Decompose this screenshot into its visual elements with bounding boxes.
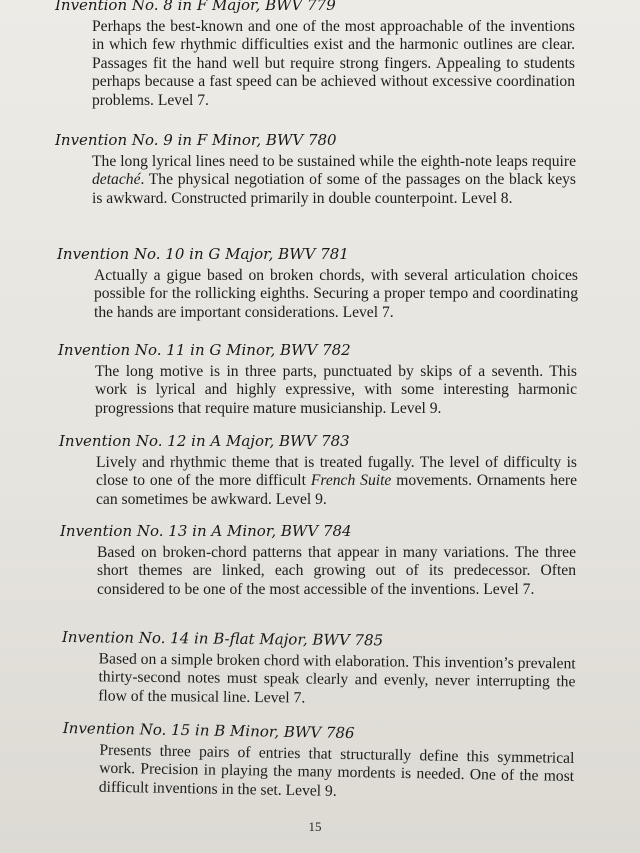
entry-description	[58, 363, 577, 418]
invention-entry-10	[57, 245, 578, 322]
entry-description	[57, 267, 578, 322]
invention-entry-12	[59, 432, 577, 509]
invention-entry-14	[61, 628, 576, 711]
entry-title: Invention No. 8 in F Major, BWV 779	[55, 0, 336, 14]
invention-entry-13	[60, 522, 576, 599]
invention-entry-9	[55, 131, 576, 208]
entry-description	[55, 18, 575, 110]
description-text: Actually a gigue based on broken chords, with several articulation choices possible for the rollicking eighths. Securing a proper tempo and coordinating the hands are important considerations. Level 7.	[94, 267, 578, 321]
invention-entry-11	[58, 341, 577, 418]
description-text: Lively and rhythmic theme that is treated fugally. The level of difficulty is close to one of the more difficult	[96, 454, 577, 490]
description-text: . The physical negotiation of some of the passages on the black keys is awkward. Constructed primarily in double counterpoint. Level 8.	[92, 171, 576, 207]
entry-title: Invention No. 13 in A Minor, BWV 784	[60, 522, 352, 540]
invention-entry-8	[55, 0, 575, 110]
description-text: The long motive is in three parts, punctuated by skips of a seventh. This work is lyrical and highly expressive, with some interesting harmonic progressions that require mature musicianship. Level 9.	[95, 363, 577, 417]
entry-description	[59, 454, 577, 509]
entry-description	[55, 153, 576, 208]
description-text: The long lyrical lines need to be sustained while the eighth-note leaps require	[92, 153, 576, 170]
description-text: Based on broken-chord patterns that appear in many variations. The three short themes are linked, each growing out of its predecessor. Often considered to be one of the most accessible of the inventions. Level 7.	[97, 544, 576, 598]
description-text: movements. Ornaments here can sometimes be awkward. Level 9.	[96, 472, 578, 508]
entry-description	[62, 741, 575, 805]
entry-title: Invention No. 14 in B-flat Major, BWV 785	[61, 628, 384, 650]
description-text: Presents three pairs of entries that structurally define this symmetrical work. Precision in playing the many mordents is needed. One of the most difficult inventions in the set. Level 9.	[98, 741, 575, 800]
invention-entry-15	[62, 719, 575, 805]
entry-title: Invention No. 12 in A Major, BWV 783	[59, 432, 350, 450]
entry-title: Invention No. 9 in F Minor, BWV 780	[55, 131, 337, 149]
description-italic-term: French Suite	[310, 472, 392, 490]
description-text: Perhaps the best-known and one of the most approachable of the inventions in which few rhythmic difficulties exist and the harmonic outlines are clear. Passages fit the hand well but require strong fingers. Appealing to students perhaps because a fast speed can be achieved without excessive coordination problems. Level 7.	[92, 18, 575, 109]
page-number: 15	[308, 819, 322, 834]
description-text: Based on a simple broken chord with elaboration. This invention’s prevalent thirty-second notes must speak clearly and evenly, never interrupting the flow of the musical line. Level 7.	[98, 650, 576, 707]
entry-title: Invention No. 10 in G Major, BWV 781	[57, 245, 349, 263]
description-italic-term: detaché	[92, 171, 141, 189]
entry-description	[61, 650, 576, 711]
entry-description	[60, 544, 576, 599]
entry-title: Invention No. 15 in B Minor, BWV 786	[62, 719, 355, 743]
entry-title: Invention No. 11 in G Minor, BWV 782	[58, 341, 351, 359]
